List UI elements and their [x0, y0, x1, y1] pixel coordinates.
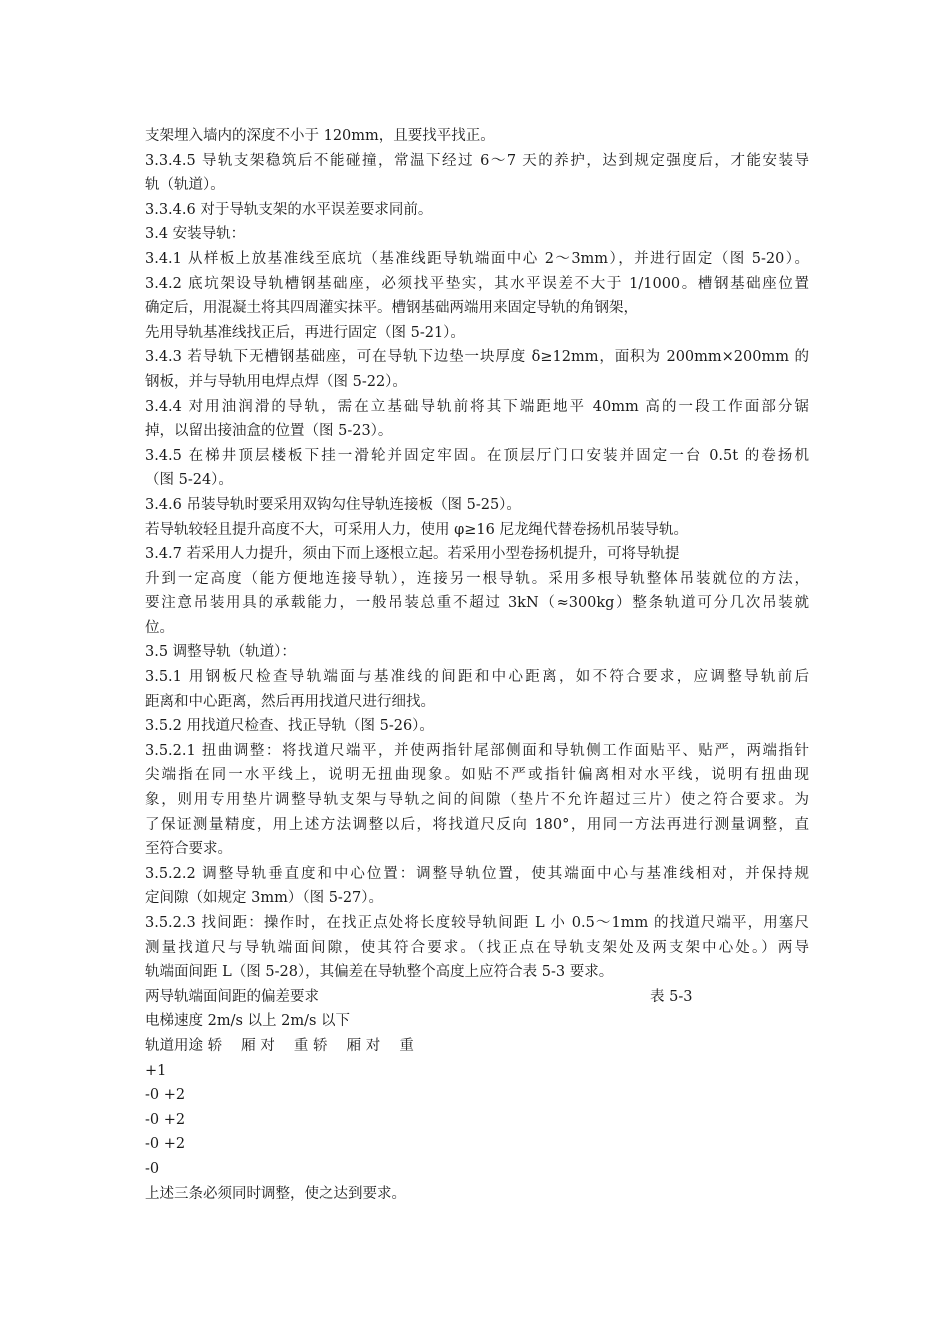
- text-line: 测量找道尺与导轨端面间隙，使其符合要求。（找正点在导轨支架处及两支架中心处。）两导: [145, 939, 809, 956]
- text-line: 位。: [145, 619, 174, 636]
- text-line: 3.4.4 对用油润滑的导轨，需在立基础导轨前将其下端距地平 40mm 高的一段工作面部分锯: [145, 398, 809, 415]
- text-line: 轨端面间距 L（图 5-28），其偏差在导轨整个高度上应符合表 5-3 要求。: [145, 964, 614, 981]
- section-heading: 3.4 安装导轨：: [145, 226, 246, 243]
- text-line: 3.4.7 若采用人力提升，须由下而上逐根立起。若采用小型卷扬机提升，可将导轨提: [145, 546, 680, 563]
- table-number: 表 5-3: [650, 988, 693, 1005]
- text-line: 定间隙（如规定 3mm）（图 5-27）。: [145, 890, 384, 907]
- text-line: 至符合要求。: [145, 841, 232, 858]
- text-line: 距离和中心距离，然后再用找道尺进行细找。: [145, 693, 435, 710]
- table-row: -0: [145, 1160, 160, 1177]
- table-title: 两导轨端面间距的偏差要求: [145, 988, 319, 1005]
- text-line: 若导轨较轻且提升高度不大，可采用人力，使用 φ≥16 尼龙绳代替卷扬机吊装导轨。: [145, 521, 688, 538]
- table-row: -0 +2: [145, 1087, 186, 1104]
- document-page: [145, 124, 809, 1206]
- text-line: 3.5.2 用找道尺检查、找正导轨（图 5-26）。: [145, 718, 434, 735]
- text-line: 3.4.2 底坑架设导轨槽钢基础座，必须找平垫实，其水平误差不大于 1/1000。槽钢基础座位置: [145, 275, 809, 292]
- text-line: 轨（轨道）。: [145, 177, 225, 194]
- table-row: 电梯速度 2m/s 以上 2m/s 以下: [145, 1013, 351, 1030]
- text-line: 钢板，并与导轨用电焊点焊（图 5-22）。: [145, 373, 407, 390]
- table-row: 轨道用途 轿 厢 对 重 轿 厢 对 重: [145, 1037, 414, 1054]
- text-line: 要注意吊装用具的承载能力，一般吊装总重不超过 3kN（≈300kg）整条轨道可分几次吊装就: [145, 595, 809, 612]
- closing-line: 上述三条必须同时调整，使之达到要求。: [145, 1185, 406, 1202]
- table-row: -0 +2: [145, 1136, 186, 1153]
- text-line: 3.4.1 从样板上放基准线至底坑（基准线距导轨端面中心 2～3mm），并进行固定（图 5-20）。: [145, 250, 809, 267]
- text-line: 确定后，用混凝土将其四周灌实抹平。槽钢基础两端用来固定导轨的角钢架，: [145, 300, 638, 317]
- text-line: 3.3.4.6 对于导轨支架的水平误差要求同前。: [145, 201, 433, 218]
- text-line: 掉，以留出接油盒的位置（图 5-23）。: [145, 423, 393, 440]
- text-line: 象，则用专用垫片调整导轨支架与导轨之间的间隙（垫片不允许超过三片）使之符合要求。为: [145, 792, 809, 809]
- text-line: 先用导轨基准线找正后，再进行固定（图 5-21）。: [145, 324, 465, 341]
- text-line: 3.5.2.1 扭曲调整：将找道尺端平，并使两指针尾部侧面和导轨侧工作面贴平、贴严，两端指针: [145, 742, 809, 759]
- text-line: 支架埋入墙内的深度不小于 120mm，且要找平找正。: [145, 128, 495, 144]
- text-line: 了保证测量精度，用上述方法调整以后，将找道尺反向 180°，用同一方法再进行测量调整，直: [145, 816, 809, 833]
- text-line: 尖端指在同一水平线上，说明无扭曲现象。如贴不严或指针偏离相对水平线，说明有扭曲现: [145, 767, 809, 784]
- text-line: （图 5-24）。: [145, 472, 233, 489]
- text-line: 3.5.2.2 调整导轨垂直度和中心位置：调整导轨位置，使其端面中心与基准线相对，并保持规: [145, 865, 809, 882]
- section-heading: 3.5 调整导轨（轨道）：: [145, 644, 296, 661]
- text-line: 3.3.4.5 导轨支架稳筑后不能碰撞，常温下经过 6～7 天的养护，达到规定强度后，才能安装导: [145, 152, 809, 169]
- text-line: 3.4.6 吊装导轨时要采用双钩勾住导轨连接板（图 5-25）。: [145, 496, 521, 513]
- text-line: 3.5.2.3 找间距：操作时，在找正点处将长度较导轨间距 L 小 0.5～1mm 的找道尺端平，用塞尺: [145, 915, 809, 931]
- table-row: -0 +2: [145, 1111, 186, 1128]
- text-line: 3.4.3 若导轨下无槽钢基础座，可在导轨下边垫一块厚度 δ≥12mm，面积为 200mm×200mm 的: [145, 349, 809, 366]
- table-caption: [145, 985, 809, 1010]
- table-row: +1: [145, 1062, 167, 1079]
- text-line: 3.5.1 用钢板尺检查导轨端面与基准线的间距和中心距离，如不符合要求，应调整导轨前后: [145, 669, 809, 686]
- text-line: 升到一定高度（能方便地连接导轨），连接另一根导轨。采用多根导轨整体吊装就位的方法，: [145, 570, 809, 587]
- text-line: 3.4.5 在梯井顶层楼板下挂一滑轮并固定牢固。在顶层厅门口安装并固定一台 0.5t 的卷扬机: [145, 447, 809, 464]
